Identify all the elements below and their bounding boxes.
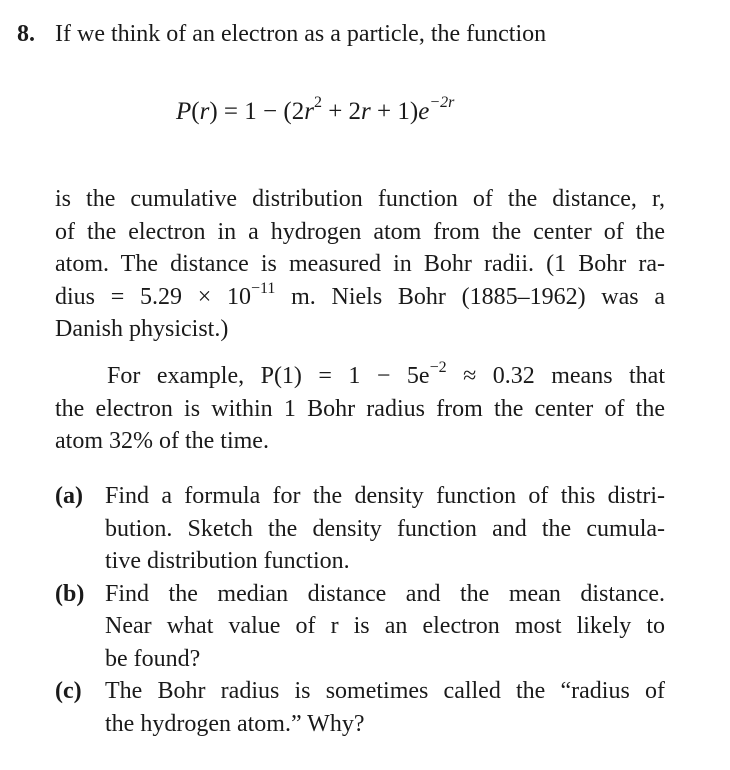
part-b-line: be found? — [105, 645, 201, 672]
eq-e: e — [418, 98, 430, 125]
eq-rhs-a: ) = 1 − (2 — [209, 98, 305, 125]
part-b — [55, 578, 665, 676]
para1-line: atom. The distance is measured in Bohr radii. (1 Bohr ra- — [55, 251, 665, 277]
para1-line: is the cumulative distribution function of the distance, r, — [55, 186, 665, 212]
cdf-equation: $P(r) = 1 - (2r^2 + 2r + 1)e^{-2r}$ — [176, 94, 455, 125]
para1-line: Danish physicist.) — [55, 316, 229, 342]
problem-number: 8. — [17, 21, 35, 47]
para2-line1-b: ≈ 0.32 means that — [446, 363, 666, 389]
paragraph-description — [55, 183, 665, 346]
part-a-line: bution. Sketch the density function and the cumula- — [105, 515, 665, 542]
eq-rhs-b: + 2 — [321, 98, 362, 125]
eq-var: r — [199, 98, 210, 125]
part-c-label: (c) — [55, 678, 82, 704]
para1-line4-a: dius = 5.29 × 10 — [55, 283, 251, 310]
part-c-line: the hydrogen atom.” Why? — [105, 710, 365, 737]
part-c-line: The Bohr radius is sometimes called the “radius of — [105, 678, 665, 704]
part-a-line: tive distribution function. — [105, 548, 350, 574]
eq-fn: P — [176, 98, 192, 125]
problem-intro: If we think of an electron as a particle, the function — [55, 21, 547, 47]
para1-line: of the electron in a hydrogen atom from the center of the — [55, 218, 665, 245]
part-b-line: Find the median distance and the mean distance. — [105, 580, 665, 607]
part-c — [55, 675, 665, 740]
paragraph-example — [55, 360, 665, 458]
para2-line: the electron is within 1 Bohr radius from the center of the — [55, 395, 665, 422]
eq-r2: r — [361, 98, 371, 125]
para2-line1-a: For example, P(1) = 1 − 5e — [107, 363, 430, 389]
part-a-line: Find a formula for the density function of this distri- — [105, 483, 665, 509]
para2-line1-exp: −2 — [429, 359, 447, 376]
question-parts — [55, 480, 665, 740]
eq-exponent-text: −2r — [429, 94, 455, 111]
part-b-line: Near what value of r is an electron most likely to — [105, 613, 665, 639]
part-a — [55, 480, 665, 578]
eq-exponent — [429, 94, 454, 111]
eq-r1: r — [304, 98, 314, 125]
para1-line — [55, 281, 665, 314]
eq-square: 2 — [313, 94, 322, 111]
eq-rhs-c: + 1) — [370, 98, 419, 125]
part-a-label: (a) — [55, 483, 83, 509]
para1-line4-exp: −11 — [250, 279, 276, 297]
para1-line4-b: m. Niels Bohr (1885–1962) was a — [275, 283, 665, 310]
para2-line: atom 32% of the time. — [55, 428, 269, 454]
para2-line — [55, 360, 665, 393]
part-b-label: (b) — [55, 580, 85, 607]
